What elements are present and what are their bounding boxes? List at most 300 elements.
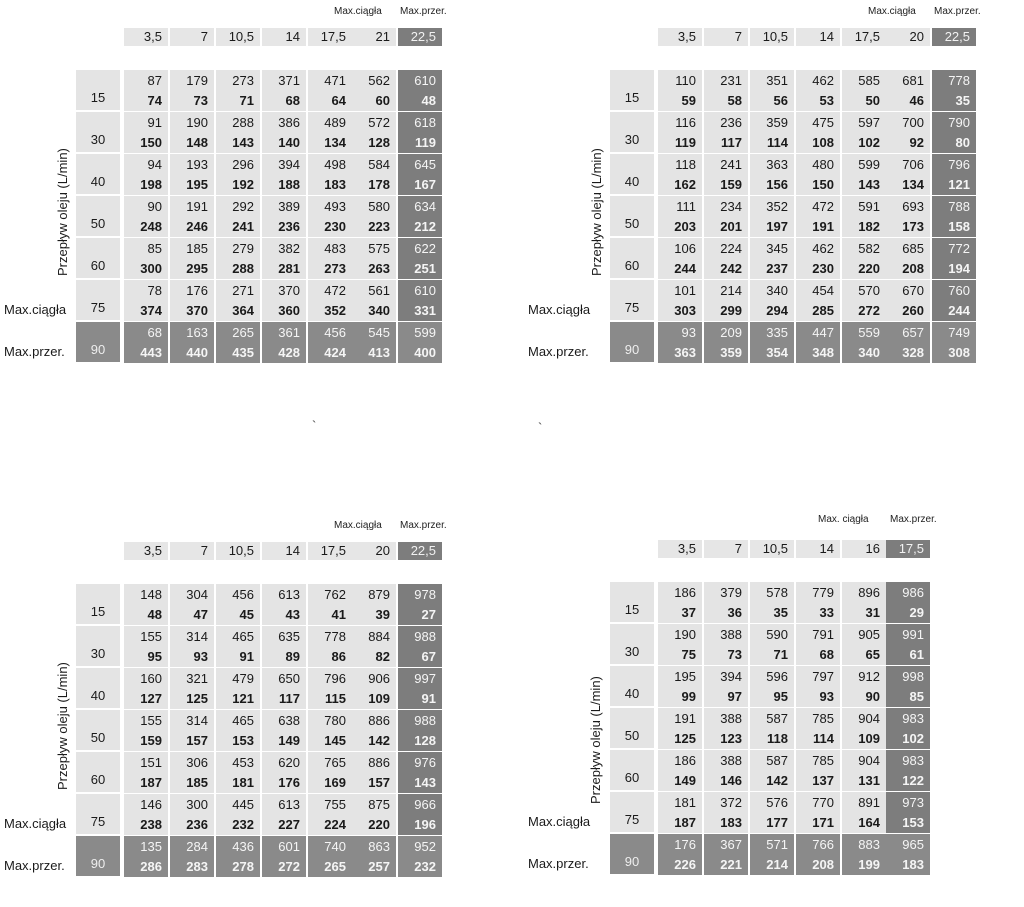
flow-rate-cell: 75 xyxy=(610,792,654,832)
pressure-column-header: 22,5 xyxy=(398,542,442,560)
pressure-column-header: 10,5 xyxy=(750,28,794,46)
torque-value: 622 xyxy=(398,238,442,259)
speed-value: 61 xyxy=(886,644,930,665)
torque-value: 93 xyxy=(658,322,702,343)
header-max-continuous: Max. ciągła xyxy=(818,514,869,525)
torque-value: 576 xyxy=(750,792,794,813)
torque-value: 670 xyxy=(886,280,930,301)
torque-value: 265 xyxy=(216,322,260,343)
torque-value: 363 xyxy=(750,154,794,175)
torque-value: 610 xyxy=(398,70,442,91)
y-axis-label: Przepływ oleju (L/min) xyxy=(589,148,604,276)
speed-value: 142 xyxy=(352,730,396,751)
torque-value: 912 xyxy=(842,666,886,687)
pressure-column-header: 14 xyxy=(796,540,840,558)
torque-value: 453 xyxy=(216,752,260,773)
torque-value: 904 xyxy=(842,708,886,729)
pressure-column-header: 22,5 xyxy=(398,28,442,46)
torque-value: 388 xyxy=(704,624,748,645)
header-max-continuous: Max.ciągła xyxy=(334,520,382,531)
torque-value: 591 xyxy=(842,196,886,217)
speed-value: 221 xyxy=(704,854,748,875)
speed-value: 352 xyxy=(308,300,352,321)
pressure-table-panel xyxy=(528,514,994,894)
speed-value: 41 xyxy=(308,604,352,625)
torque-value: 367 xyxy=(704,834,748,855)
speed-value: 121 xyxy=(932,174,976,195)
speed-value: 167 xyxy=(398,174,442,195)
speed-value: 117 xyxy=(262,688,306,709)
torque-value: 78 xyxy=(124,280,168,301)
speed-value: 119 xyxy=(398,132,442,153)
pressure-column-header: 22,5 xyxy=(932,28,976,46)
speed-value: 123 xyxy=(704,728,748,749)
torque-value: 209 xyxy=(704,322,748,343)
torque-value: 106 xyxy=(658,238,702,259)
speed-value: 214 xyxy=(750,854,794,875)
torque-value: 601 xyxy=(262,836,306,857)
torque-value: 883 xyxy=(842,834,886,855)
torque-value: 190 xyxy=(658,624,702,645)
speed-value: 169 xyxy=(308,772,352,793)
torque-value: 986 xyxy=(886,582,930,603)
torque-value: 195 xyxy=(658,666,702,687)
torque-value: 610 xyxy=(398,280,442,301)
speed-value: 242 xyxy=(704,258,748,279)
speed-value: 90 xyxy=(842,686,886,707)
speed-value: 143 xyxy=(398,772,442,793)
speed-value: 331 xyxy=(398,300,442,321)
pressure-column-header: 17,5 xyxy=(308,28,352,46)
speed-value: 115 xyxy=(308,688,352,709)
speed-value: 237 xyxy=(750,258,794,279)
torque-value: 389 xyxy=(262,196,306,217)
torque-value: 755 xyxy=(308,794,352,815)
flow-rate-cell: 15 xyxy=(76,70,120,110)
torque-value: 991 xyxy=(886,624,930,645)
header-max-continuous: Max.ciągła xyxy=(868,6,916,17)
torque-value: 87 xyxy=(124,70,168,91)
row-label-max-peak: Max.przer. xyxy=(4,858,65,873)
torque-value: 740 xyxy=(308,836,352,857)
torque-value: 584 xyxy=(352,154,396,175)
speed-value: 197 xyxy=(750,216,794,237)
torque-value: 489 xyxy=(308,112,352,133)
speed-value: 171 xyxy=(796,812,840,833)
speed-value: 257 xyxy=(352,856,396,877)
speed-value: 149 xyxy=(262,730,306,751)
torque-value: 68 xyxy=(124,322,168,343)
row-label-max-continuous: Max.ciągła xyxy=(528,302,591,317)
torque-value: 983 xyxy=(886,750,930,771)
speed-value: 278 xyxy=(216,856,260,877)
speed-value: 125 xyxy=(170,688,214,709)
speed-value: 294 xyxy=(750,300,794,321)
torque-value: 292 xyxy=(216,196,260,217)
flow-rate-cell: 50 xyxy=(76,710,120,750)
speed-value: 340 xyxy=(842,342,886,363)
speed-value: 286 xyxy=(124,856,168,877)
torque-value: 966 xyxy=(398,794,442,815)
speed-value: 232 xyxy=(216,814,260,835)
pressure-table-panel xyxy=(528,0,994,380)
speed-value: 118 xyxy=(750,728,794,749)
speed-value: 131 xyxy=(842,770,886,791)
torque-value: 886 xyxy=(352,752,396,773)
speed-value: 285 xyxy=(796,300,840,321)
speed-value: 232 xyxy=(398,856,442,877)
speed-value: 400 xyxy=(398,342,442,363)
torque-value: 578 xyxy=(750,582,794,603)
speed-value: 64 xyxy=(308,90,352,111)
torque-value: 599 xyxy=(398,322,442,343)
torque-value: 778 xyxy=(308,626,352,647)
flow-rate-cell: 50 xyxy=(76,196,120,236)
torque-value: 472 xyxy=(796,196,840,217)
torque-value: 582 xyxy=(842,238,886,259)
flow-rate-cell: 40 xyxy=(610,666,654,706)
torque-value: 163 xyxy=(170,322,214,343)
torque-value: 561 xyxy=(352,280,396,301)
flow-rate-cell: 40 xyxy=(76,668,120,708)
speed-value: 102 xyxy=(886,728,930,749)
speed-value: 108 xyxy=(796,132,840,153)
speed-value: 208 xyxy=(886,258,930,279)
flow-rate-cell: 90 xyxy=(76,322,120,362)
speed-value: 153 xyxy=(216,730,260,751)
speed-value: 37 xyxy=(658,602,702,623)
torque-value: 241 xyxy=(704,154,748,175)
speed-value: 283 xyxy=(170,856,214,877)
torque-value: 135 xyxy=(124,836,168,857)
torque-value: 304 xyxy=(170,584,214,605)
speed-value: 47 xyxy=(170,604,214,625)
speed-value: 374 xyxy=(124,300,168,321)
flow-rate-cell: 90 xyxy=(610,322,654,362)
speed-value: 127 xyxy=(124,688,168,709)
speed-value: 424 xyxy=(308,342,352,363)
torque-value: 179 xyxy=(170,70,214,91)
pressure-column-header: 10,5 xyxy=(750,540,794,558)
speed-value: 181 xyxy=(216,772,260,793)
flow-rate-cell: 15 xyxy=(76,584,120,624)
speed-value: 65 xyxy=(842,644,886,665)
torque-value: 351 xyxy=(750,70,794,91)
flow-rate-cell: 15 xyxy=(610,70,654,110)
speed-value: 185 xyxy=(170,772,214,793)
torque-value: 155 xyxy=(124,626,168,647)
flow-rate-cell: 60 xyxy=(76,238,120,278)
speed-value: 220 xyxy=(842,258,886,279)
speed-value: 142 xyxy=(750,770,794,791)
speed-value: 122 xyxy=(886,770,930,791)
speed-value: 272 xyxy=(262,856,306,877)
speed-value: 177 xyxy=(750,812,794,833)
speed-value: 68 xyxy=(796,644,840,665)
torque-value: 778 xyxy=(932,70,976,91)
torque-value: 797 xyxy=(796,666,840,687)
speed-value: 187 xyxy=(658,812,702,833)
y-axis-label: Przepływ oleju (L/min) xyxy=(55,662,70,790)
torque-value: 394 xyxy=(262,154,306,175)
pressure-column-header: 14 xyxy=(262,28,306,46)
speed-value: 73 xyxy=(170,90,214,111)
speed-value: 102 xyxy=(842,132,886,153)
speed-value: 212 xyxy=(398,216,442,237)
speed-value: 59 xyxy=(658,90,702,111)
torque-value: 394 xyxy=(704,666,748,687)
torque-value: 681 xyxy=(886,70,930,91)
torque-value: 599 xyxy=(842,154,886,175)
torque-value: 151 xyxy=(124,752,168,773)
speed-value: 370 xyxy=(170,300,214,321)
speed-value: 188 xyxy=(262,174,306,195)
flow-rate-cell: 75 xyxy=(76,794,120,834)
torque-value: 657 xyxy=(886,322,930,343)
torque-value: 891 xyxy=(842,792,886,813)
speed-value: 143 xyxy=(216,132,260,153)
torque-value: 462 xyxy=(796,238,840,259)
header-max-peak: Max.przer. xyxy=(400,6,447,17)
torque-value: 447 xyxy=(796,322,840,343)
speed-value: 227 xyxy=(262,814,306,835)
row-label-max-continuous: Max.ciągła xyxy=(4,302,67,317)
speed-value: 281 xyxy=(262,258,306,279)
torque-value: 790 xyxy=(932,112,976,133)
speed-value: 220 xyxy=(352,814,396,835)
speed-value: 140 xyxy=(262,132,306,153)
torque-value: 176 xyxy=(170,280,214,301)
flow-rate-cell: 15 xyxy=(610,582,654,622)
torque-value: 634 xyxy=(398,196,442,217)
stray-mark: ` xyxy=(312,418,317,433)
torque-value: 780 xyxy=(308,710,352,731)
speed-value: 109 xyxy=(352,688,396,709)
flow-rate-cell: 90 xyxy=(76,836,120,876)
speed-value: 68 xyxy=(262,90,306,111)
speed-value: 182 xyxy=(842,216,886,237)
torque-value: 613 xyxy=(262,794,306,815)
torque-value: 635 xyxy=(262,626,306,647)
torque-value: 296 xyxy=(216,154,260,175)
speed-value: 134 xyxy=(308,132,352,153)
speed-value: 157 xyxy=(352,772,396,793)
speed-value: 328 xyxy=(886,342,930,363)
pressure-column-header: 3,5 xyxy=(658,540,702,558)
speed-value: 308 xyxy=(932,342,976,363)
torque-value: 571 xyxy=(750,834,794,855)
torque-value: 906 xyxy=(352,668,396,689)
torque-value: 436 xyxy=(216,836,260,857)
torque-value: 905 xyxy=(842,624,886,645)
torque-value: 118 xyxy=(658,154,702,175)
row-label-max-continuous: Max.ciągła xyxy=(4,816,67,831)
torque-value: 638 xyxy=(262,710,306,731)
speed-value: 97 xyxy=(704,686,748,707)
torque-value: 650 xyxy=(262,668,306,689)
torque-value: 879 xyxy=(352,584,396,605)
torque-value: 545 xyxy=(352,322,396,343)
speed-value: 236 xyxy=(262,216,306,237)
torque-value: 978 xyxy=(398,584,442,605)
speed-value: 226 xyxy=(658,854,702,875)
speed-value: 288 xyxy=(216,258,260,279)
speed-value: 359 xyxy=(704,342,748,363)
speed-value: 95 xyxy=(124,646,168,667)
torque-value: 234 xyxy=(704,196,748,217)
speed-value: 92 xyxy=(886,132,930,153)
speed-value: 43 xyxy=(262,604,306,625)
speed-value: 230 xyxy=(796,258,840,279)
pressure-column-header: 17,5 xyxy=(886,540,930,558)
torque-value: 456 xyxy=(216,584,260,605)
speed-value: 71 xyxy=(216,90,260,111)
torque-value: 493 xyxy=(308,196,352,217)
speed-value: 191 xyxy=(796,216,840,237)
speed-value: 238 xyxy=(124,814,168,835)
speed-value: 80 xyxy=(932,132,976,153)
torque-value: 480 xyxy=(796,154,840,175)
speed-value: 119 xyxy=(658,132,702,153)
torque-value: 361 xyxy=(262,322,306,343)
torque-value: 186 xyxy=(658,750,702,771)
pressure-column-header: 14 xyxy=(796,28,840,46)
speed-value: 195 xyxy=(170,174,214,195)
torque-value: 454 xyxy=(796,280,840,301)
speed-value: 156 xyxy=(750,174,794,195)
torque-value: 370 xyxy=(262,280,306,301)
torque-value: 160 xyxy=(124,668,168,689)
pressure-column-header: 3,5 xyxy=(658,28,702,46)
pressure-column-header: 7 xyxy=(704,540,748,558)
flow-rate-cell: 60 xyxy=(76,752,120,792)
flow-rate-cell: 75 xyxy=(610,280,654,320)
speed-value: 192 xyxy=(216,174,260,195)
speed-value: 340 xyxy=(352,300,396,321)
speed-value: 125 xyxy=(658,728,702,749)
pressure-column-header: 14 xyxy=(262,542,306,560)
speed-value: 60 xyxy=(352,90,396,111)
torque-value: 231 xyxy=(704,70,748,91)
speed-value: 82 xyxy=(352,646,396,667)
torque-value: 976 xyxy=(398,752,442,773)
flow-rate-cell: 60 xyxy=(610,750,654,790)
speed-value: 46 xyxy=(886,90,930,111)
torque-value: 191 xyxy=(658,708,702,729)
torque-value: 101 xyxy=(658,280,702,301)
speed-value: 428 xyxy=(262,342,306,363)
speed-value: 159 xyxy=(704,174,748,195)
speed-value: 176 xyxy=(262,772,306,793)
header-max-peak: Max.przer. xyxy=(400,520,447,531)
speed-value: 208 xyxy=(796,854,840,875)
speed-value: 99 xyxy=(658,686,702,707)
header-max-peak: Max.przer. xyxy=(934,6,981,17)
speed-value: 36 xyxy=(704,602,748,623)
torque-value: 863 xyxy=(352,836,396,857)
speed-value: 128 xyxy=(352,132,396,153)
speed-value: 91 xyxy=(398,688,442,709)
speed-value: 148 xyxy=(170,132,214,153)
speed-value: 183 xyxy=(886,854,930,875)
speed-value: 360 xyxy=(262,300,306,321)
flow-rate-cell: 30 xyxy=(610,624,654,664)
pressure-column-header: 7 xyxy=(170,542,214,560)
speed-value: 265 xyxy=(308,856,352,877)
torque-value: 760 xyxy=(932,280,976,301)
torque-value: 314 xyxy=(170,626,214,647)
torque-value: 186 xyxy=(658,582,702,603)
speed-value: 199 xyxy=(842,854,886,875)
torque-value: 321 xyxy=(170,668,214,689)
speed-value: 263 xyxy=(352,258,396,279)
speed-value: 272 xyxy=(842,300,886,321)
speed-value: 149 xyxy=(658,770,702,791)
speed-value: 71 xyxy=(750,644,794,665)
speed-value: 114 xyxy=(750,132,794,153)
speed-value: 248 xyxy=(124,216,168,237)
torque-value: 472 xyxy=(308,280,352,301)
speed-value: 435 xyxy=(216,342,260,363)
speed-value: 48 xyxy=(398,90,442,111)
speed-value: 95 xyxy=(750,686,794,707)
pressure-column-header: 3,5 xyxy=(124,28,168,46)
flow-rate-cell: 40 xyxy=(610,154,654,194)
torque-value: 785 xyxy=(796,750,840,771)
torque-value: 706 xyxy=(886,154,930,175)
speed-value: 39 xyxy=(352,604,396,625)
row-label-max-peak: Max.przer. xyxy=(528,856,589,871)
speed-value: 33 xyxy=(796,602,840,623)
flow-rate-cell: 50 xyxy=(610,708,654,748)
speed-value: 241 xyxy=(216,216,260,237)
torque-value: 572 xyxy=(352,112,396,133)
speed-value: 201 xyxy=(704,216,748,237)
torque-value: 236 xyxy=(704,112,748,133)
speed-value: 236 xyxy=(170,814,214,835)
pressure-column-header: 20 xyxy=(352,542,396,560)
torque-value: 314 xyxy=(170,710,214,731)
torque-value: 765 xyxy=(308,752,352,773)
speed-value: 173 xyxy=(886,216,930,237)
torque-value: 575 xyxy=(352,238,396,259)
pressure-column-header: 10,5 xyxy=(216,542,260,560)
torque-value: 372 xyxy=(704,792,748,813)
speed-value: 91 xyxy=(216,646,260,667)
speed-value: 114 xyxy=(796,728,840,749)
speed-value: 224 xyxy=(308,814,352,835)
speed-value: 48 xyxy=(124,604,168,625)
speed-value: 244 xyxy=(658,258,702,279)
torque-value: 613 xyxy=(262,584,306,605)
speed-value: 145 xyxy=(308,730,352,751)
torque-value: 618 xyxy=(398,112,442,133)
flow-rate-cell: 50 xyxy=(610,196,654,236)
speed-value: 93 xyxy=(796,686,840,707)
speed-value: 50 xyxy=(842,90,886,111)
torque-value: 306 xyxy=(170,752,214,773)
speed-value: 246 xyxy=(170,216,214,237)
speed-value: 45 xyxy=(216,604,260,625)
torque-value: 483 xyxy=(308,238,352,259)
speed-value: 183 xyxy=(308,174,352,195)
torque-value: 779 xyxy=(796,582,840,603)
pressure-column-header: 10,5 xyxy=(216,28,260,46)
torque-value: 587 xyxy=(750,708,794,729)
pressure-column-header: 7 xyxy=(704,28,748,46)
flow-rate-cell: 60 xyxy=(610,238,654,278)
torque-value: 155 xyxy=(124,710,168,731)
